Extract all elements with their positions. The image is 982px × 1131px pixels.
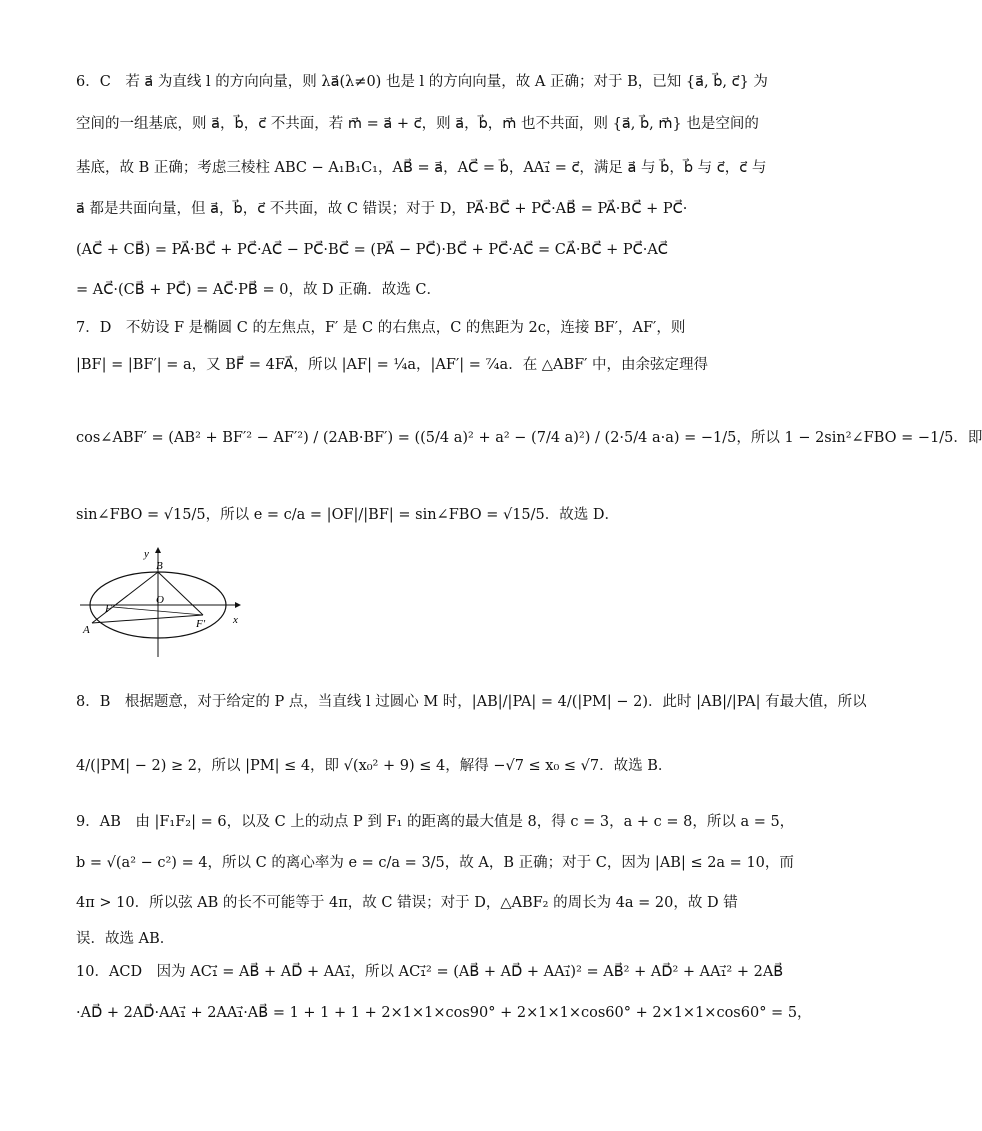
text-line-6: = AC⃗·(CB⃗ + PC⃗) = AC⃗·PB⃗ = 0，故 D 正确．故选 C． — [76, 282, 441, 298]
segment-ba — [92, 572, 158, 623]
text-line-14: b = √(a² − c²) = 4，所以 C 的离心率为 e = c/a = 3/5，故 A，B 正确；对于 C，因为 |AB| ≤ 2a = 10，而 — [76, 855, 794, 871]
text-line-8: |BF| = |BF′| = a，又 BF⃗ = 4FA⃗，所以 |AF| = ¼a，|AF′| = ⁷⁄₄a．在 △ABF′ 中，由余弦定理得 — [76, 357, 709, 373]
text-line-12: 4/(|PM| − 2) ≥ 2，所以 |PM| ≤ 4，即 √(x₀² + 9) ≤ 4，解得 −√7 ≤ x₀ ≤ √7．故选 B． — [76, 758, 673, 774]
ellipse-figure — [70, 545, 250, 660]
label-x: x — [233, 614, 238, 626]
y-axis-arrow-icon — [155, 547, 161, 553]
text-line-3: 基底，故 B 正确；考虑三棱柱 ABC − A₁B₁C₁，AB⃗ = a⃗，AC⃗ = b⃗，AA₁⃗ = c⃗，满足 a⃗ 与 b⃗，b⃗ 与 c⃗，c⃗ 与 — [76, 160, 767, 176]
text-line-11: 8．B 根据题意，对于给定的 P 点，当直线 l 过圆心 M 时，|AB|/|PA| = 4/(|PM| − 2)．此时 |AB|/|PA| 有最大值，所以 — [76, 694, 867, 710]
text-line-16: 误．故选 AB． — [76, 931, 175, 947]
text-line-4: a⃗ 都是共面向量，但 a⃗，b⃗，c⃗ 不共面，故 C 错误；对于 D，PA⃗·BC⃗ + PC⃗·AB⃗ = PA⃗·BC⃗ + PC⃗· — [76, 201, 688, 217]
text-line-5: (AC⃗ + CB⃗) = PA⃗·BC⃗ + PC⃗·AC⃗ − PC⃗·BC⃗ = (PA⃗ − PC⃗)·BC⃗ + PC⃗·AC⃗ = CA⃗·BC⃗ + PC⃗·AC⃗ — [76, 242, 668, 258]
text-line-18: ·AD⃗ + 2AD⃗·AA₁⃗ + 2AA₁⃗·AB⃗ = 1 + 1 + 1 + 2×1×1×cos90° + 2×1×1×cos60° + 2×1×1×cos60° = 5， — [76, 1005, 812, 1021]
text-line-9: cos∠ABF′ = (AB² + BF′² − AF′²) / (2AB·BF′) = ((5/4 a)² + a² − (7/4 a)²) / (2·5/4 a·a) = −1/5，所以 1 − 2sin²∠FBO = −1/5．即 — [76, 430, 982, 446]
label-o: O — [156, 594, 164, 606]
label-a: A — [83, 624, 90, 636]
segment-af-prime — [92, 615, 203, 623]
segment-bf-prime — [158, 572, 203, 615]
text-line-1: 6．C 若 a⃗ 为直线 l 的方向向量，则 λa⃗(λ≠0) 也是 l 的方向向量，故 A 正确；对于 B，已知 {a⃗, b⃗, c⃗} 为 — [76, 74, 768, 90]
text-line-13: 9．AB 由 |F₁F₂| = 6，以及 C 上的动点 P 到 F₁ 的距离的最大值是 8，得 c = 3，a + c = 8，所以 a = 5， — [76, 814, 795, 830]
label-b: B — [156, 560, 163, 572]
text-line-10: sin∠FBO = √15/5，所以 e = c/a = |OF|/|BF| = sin∠FBO = √15/5．故选 D． — [76, 507, 619, 523]
text-line-15: 4π > 10．所以弦 AB 的长不可能等于 4π，故 C 错误；对于 D，△ABF₂ 的周长为 4a = 20，故 D 错 — [76, 895, 738, 911]
text-line-2: 空间的一组基底，则 a⃗，b⃗，c⃗ 不共面，若 m⃗ = a⃗ + c⃗，则 a⃗，b⃗，m⃗ 也不共面，则 {a⃗, b⃗, m⃗} 也是空间的 — [76, 116, 759, 132]
x-axis-arrow-icon — [235, 602, 241, 608]
label-f: F — [105, 603, 112, 615]
label-y: y — [144, 548, 149, 560]
text-line-7: 7．D 不妨设 F 是椭圆 C 的左焦点，F′ 是 C 的右焦点，C 的焦距为 2c，连接 BF′，AF′，则 — [76, 320, 686, 336]
text-line-17: 10．ACD 因为 AC₁⃗ = AB⃗ + AD⃗ + AA₁⃗，所以 AC₁⃗² = (AB⃗ + AD⃗ + AA₁⃗)² = AB⃗² + AD⃗² + AA₁⃗² + 2AB⃗ — [76, 964, 784, 980]
label-f-prime: F′ — [196, 618, 206, 630]
